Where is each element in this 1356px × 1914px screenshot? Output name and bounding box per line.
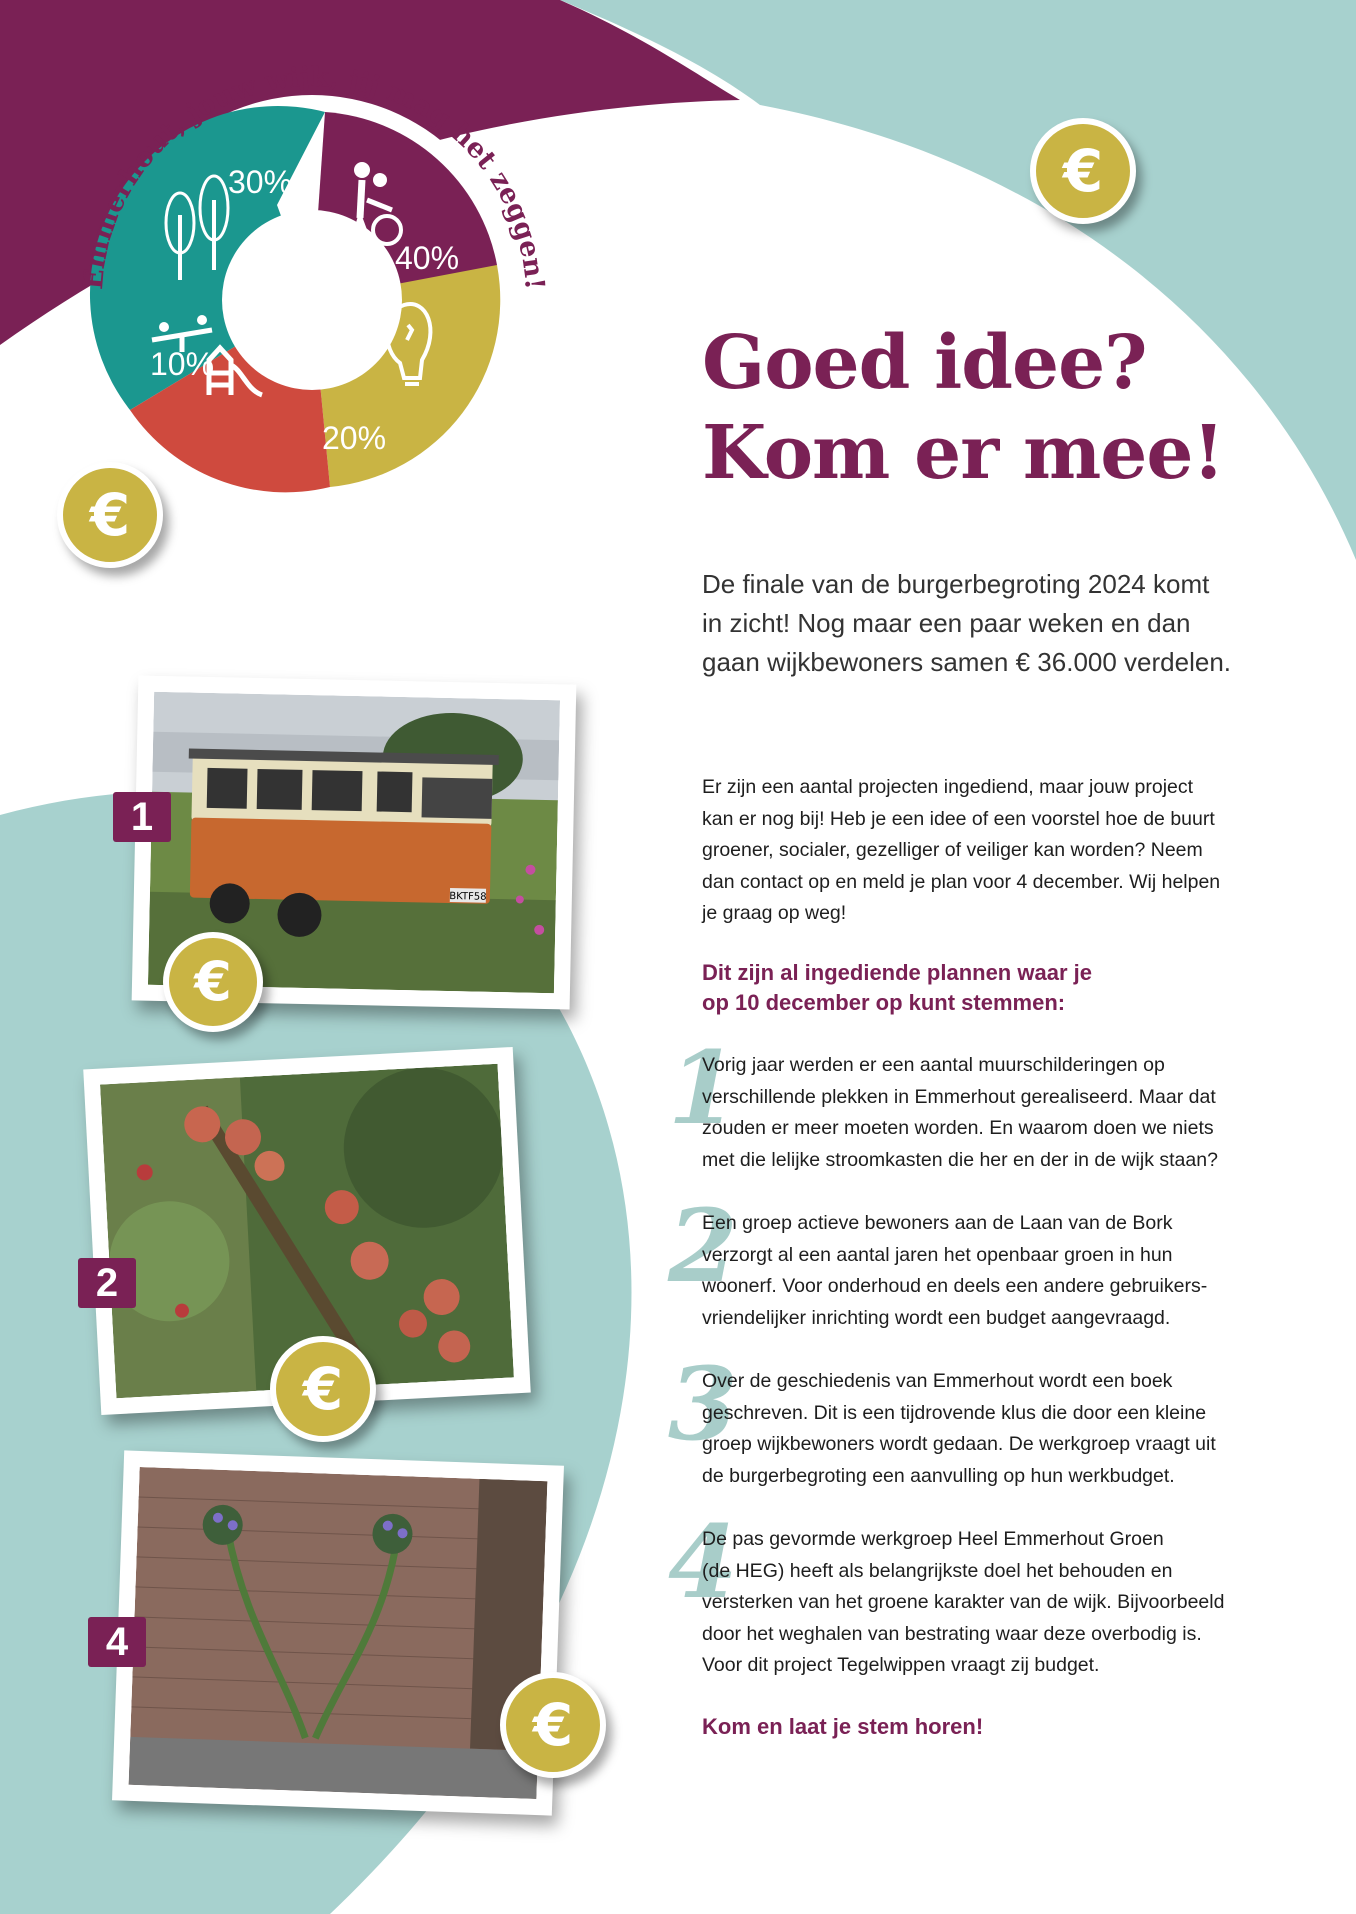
intro-line: De finale van de burgerbegroting 2024 komt <box>702 569 1210 599</box>
body-line: de burgerbegroting een aanvulling op hun werkbudget. <box>702 1464 1175 1487</box>
body-line: zouden er meer moeten worden. En waarom doen we niets <box>702 1117 1214 1139</box>
euro-symbol: € <box>532 1691 574 1759</box>
body-line: groep wijkbewoners wordt gedaan. De werkgroep vraagt uit <box>702 1433 1216 1455</box>
body-line: met die lelijke stroomkasten die her en der in de wijk staan? <box>702 1148 1218 1171</box>
heading-line: op 10 december op kunt stemmen: <box>702 990 1066 1015</box>
closing-line: Kom en laat je stem horen! <box>702 1714 984 1739</box>
logo-donut <box>62 40 562 540</box>
pct-20: 20% <box>322 420 387 456</box>
body-line: verzorgt al een aantal jaren het openbaar groen in hun <box>702 1243 1173 1266</box>
body-line: Er zijn een aantal projecten ingediend, maar jouw project <box>702 776 1194 798</box>
paragraph-call-to-action <box>702 772 1282 930</box>
body-line: (de HEG) heeft als belangrijkste doel het behouden en <box>702 1559 1173 1582</box>
intro-text <box>702 565 1302 682</box>
euro-coin-icon <box>57 462 163 568</box>
euro-coin-icon <box>270 1336 376 1442</box>
pct-30: 30% <box>228 164 293 200</box>
photo-tag-2: 2 <box>78 1258 136 1308</box>
body-line: kan er nog bij! Heb je een idee of een voorstel hoe de buurt <box>702 807 1215 830</box>
euro-symbol: € <box>302 1355 344 1423</box>
body-line: je graag op weg! <box>702 902 847 924</box>
heading-line: Dit zijn al ingediende plannen waar je <box>702 960 1092 985</box>
body-line: versterken van het groene karakter van de wijk. Bijvoorbeeld <box>702 1591 1225 1613</box>
euro-symbol: € <box>194 950 232 1013</box>
body-line: geschreven. Dit is een tijdrovende klus die door een kleine <box>702 1401 1207 1424</box>
logo-arc-text: Emmerhout, jouw wijk, jij mag het zeggen! <box>77 61 550 291</box>
plan-2-text <box>702 1208 1282 1334</box>
intro-line: in zicht! Nog maar een paar weken en dan <box>702 608 1191 638</box>
photo-wall <box>112 1450 564 1815</box>
euro-symbol: € <box>1062 137 1104 205</box>
plan-number-3: 3 <box>668 1345 738 1463</box>
body-line: De pas gevormde werkgroep Heel Emmerhout Groen <box>702 1528 1164 1550</box>
euro-symbol: € <box>89 481 131 549</box>
pct-10: 10% <box>150 346 215 382</box>
plan-1-text <box>702 1050 1282 1176</box>
intro-line: gaan wijkbewoners samen € 36.000 verdelen. <box>702 647 1232 677</box>
body-line: Over de geschiedenis van Emmerhout wordt een boek <box>702 1370 1173 1392</box>
page-title <box>702 318 1322 498</box>
title-line-1: Goed idee? <box>702 320 1147 406</box>
plan-4-text <box>702 1524 1282 1682</box>
body-line: vriendelijker inrichting wordt een budget aangevraagd. <box>702 1306 1171 1329</box>
pct-40: 40% <box>395 240 460 276</box>
photo-tag-4: 4 <box>88 1617 146 1667</box>
body-line: Vorig jaar werden er een aantal muurschilderingen op <box>702 1054 1165 1076</box>
plan-3-text <box>702 1366 1282 1492</box>
photo-tag-1: 1 <box>113 792 171 842</box>
euro-coin-icon <box>500 1672 606 1778</box>
body-line: Een groep actieve bewoners aan de Laan van de Bork <box>702 1212 1173 1234</box>
body-line: woonerf. Voor onderhoud en deels een andere gebruikers- <box>702 1275 1208 1297</box>
euro-coin-icon <box>163 932 263 1032</box>
plan-number-2: 2 <box>668 1187 738 1305</box>
license-plate: BKTF58 <box>449 891 487 903</box>
body-line: groener, socialer, gezelliger of veiliger kan worden? Neem <box>702 839 1203 861</box>
plan-number-4: 4 <box>668 1503 738 1621</box>
body-line: dan contact op en meld je plan voor 4 december. Wij helpen <box>702 870 1221 893</box>
photo-wall-image <box>129 1467 548 1799</box>
body-line: door het weghalen van bestrating waar deze overbodig is. <box>702 1622 1202 1645</box>
title-line-2: Kom er mee! <box>702 410 1224 496</box>
plan-number-1: 1 <box>668 1029 738 1147</box>
body-line: verschillende plekken in Emmerhout gerealiseerd. Maar dat <box>702 1085 1216 1108</box>
body-line: Voor dit project Tegelwippen vraagt zij budget. <box>702 1654 1100 1676</box>
euro-coin-icon <box>1030 118 1136 224</box>
plans-heading <box>702 958 1222 1018</box>
